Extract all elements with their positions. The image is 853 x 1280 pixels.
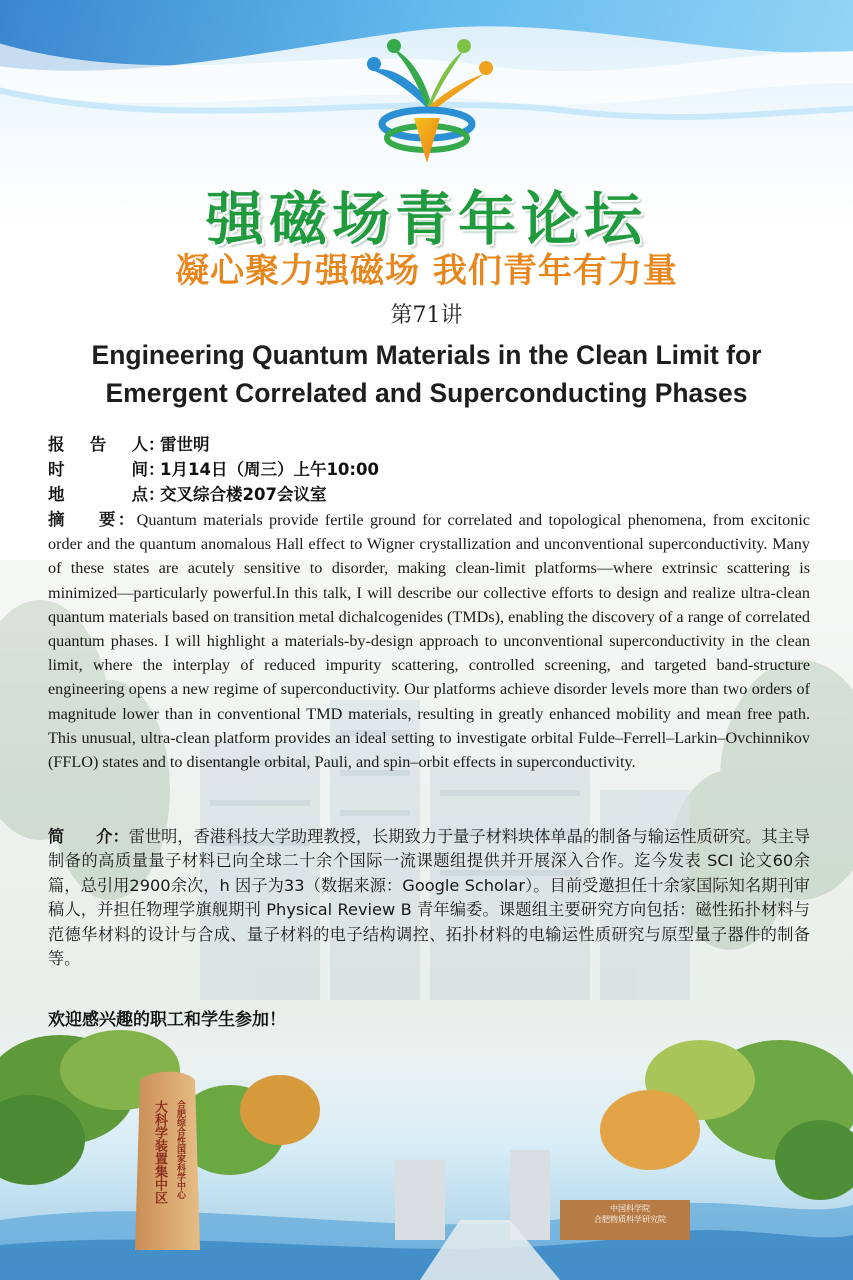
abstract-label-last: 要: [98, 510, 118, 529]
place-value: 交叉综合楼207会议室: [160, 485, 327, 504]
abstract-label-colon: ：: [117, 510, 137, 529]
talk-title-line2: Emergent Correlated and Superconducting Phases: [105, 378, 748, 408]
time-row: 时间：1月14日（周三）上午10:00: [48, 458, 818, 482]
bio-text: 雷世明，香港科技大学助理教授，长期致力于量子材料块体单晶的制备与输运性质研究。其主导制备的高质量量子材料已向全球二十余个国际一流课题组提供并开展深入合作。迄今发表 SCI 论文60余篇，总引用2900余次，h 因子为33（数据来源：Google Scholar）。目前受邀担任十余家国际知名期刊审稿人，并担任物理学旗舰期刊 Physical Review B 青年编委。课题组主要研究方向包括：磁性拓扑材料与范德华材料的设计与合成、量子材料的电子结构调控、拓扑材料的电输运性质研究与原型量子器件的制备等。: [48, 827, 811, 969]
abstract-label-first: 摘: [48, 510, 99, 529]
forum-logo: [352, 38, 502, 168]
bio-label-first: 简: [48, 827, 97, 846]
gate-plaque-line1: 中国科学院: [610, 1204, 650, 1213]
forum-title: 强磁场青年论坛: [205, 185, 647, 253]
bottom-campus-scene: [0, 1020, 853, 1280]
lecture-number: 第71讲: [390, 303, 463, 328]
speaker-label: 报告人: [48, 435, 148, 454]
talk-title: [30, 336, 823, 412]
place-label: 地点: [48, 485, 148, 504]
monument-text-left: 大科学装置集中区: [152, 1100, 167, 1204]
gate-plaque-line2: 合肥物质科学研究院: [594, 1215, 666, 1224]
bio-section: [48, 825, 810, 971]
time-value: 1月14日（周三）上午10:00: [160, 460, 379, 479]
monument-text-right: 合肥综合性国家科学中心: [175, 1100, 185, 1199]
talk-title-line1: Engineering Quantum Materials in the Clean Limit for: [91, 340, 762, 370]
gate-plaque: [575, 1203, 685, 1225]
abstract-text: Quantum materials provide fertile ground for correlated and topological phenomena, from excitonic order and the quantum anomalous Hall effect to Wigner crystallization and unconventional superconductivity. Many of these states are acutely sensitive to disorder, making clean-limit platforms—where extrinsic scattering is minimized—particularly powerful.In this talk, I will describe our collective efforts to design and realize ultra-clean quantum materials based on transition metal dichalcogenides (TMDs), enabling the discovery of a range of correlated quantum phases. I will highlight a materials-by-design approach to unconventional superconductivity in the clean limit, where the interplay of reduced impurity scattering, controlled screening, and targeted band-structure engineering opens a new regime of superconductivity. Our platforms achieve disorder levels more than two orders of magnitude lower than in conventional TMD materials, resulting in greatly enhanced mobility and mean free path. This unusual, ultra-clean platform provides an ideal setting to investigate orbital Fulde–Ferrell–Larkin–Ovchinnikov (FFLO) states and to disentangle orbital, Pauli, and spin–orbit effects in superconductivity.: [48, 511, 810, 772]
time-label: 时间: [48, 460, 148, 479]
bio-label-last: 介: [96, 827, 113, 846]
bio-label-colon: ：: [112, 827, 129, 846]
monument-inscription: [146, 1100, 202, 1240]
speaker-name: 雷世明: [160, 435, 210, 454]
welcome-message: 欢迎感兴趣的职工和学生参加！: [48, 1010, 286, 1030]
speaker-row: 报告人：雷世明: [48, 433, 818, 457]
abstract-section: [48, 508, 810, 774]
place-row: 地点：交叉综合楼207会议室: [48, 483, 818, 507]
forum-slogan: 凝心聚力强磁场 我们青年有力量: [175, 251, 678, 291]
